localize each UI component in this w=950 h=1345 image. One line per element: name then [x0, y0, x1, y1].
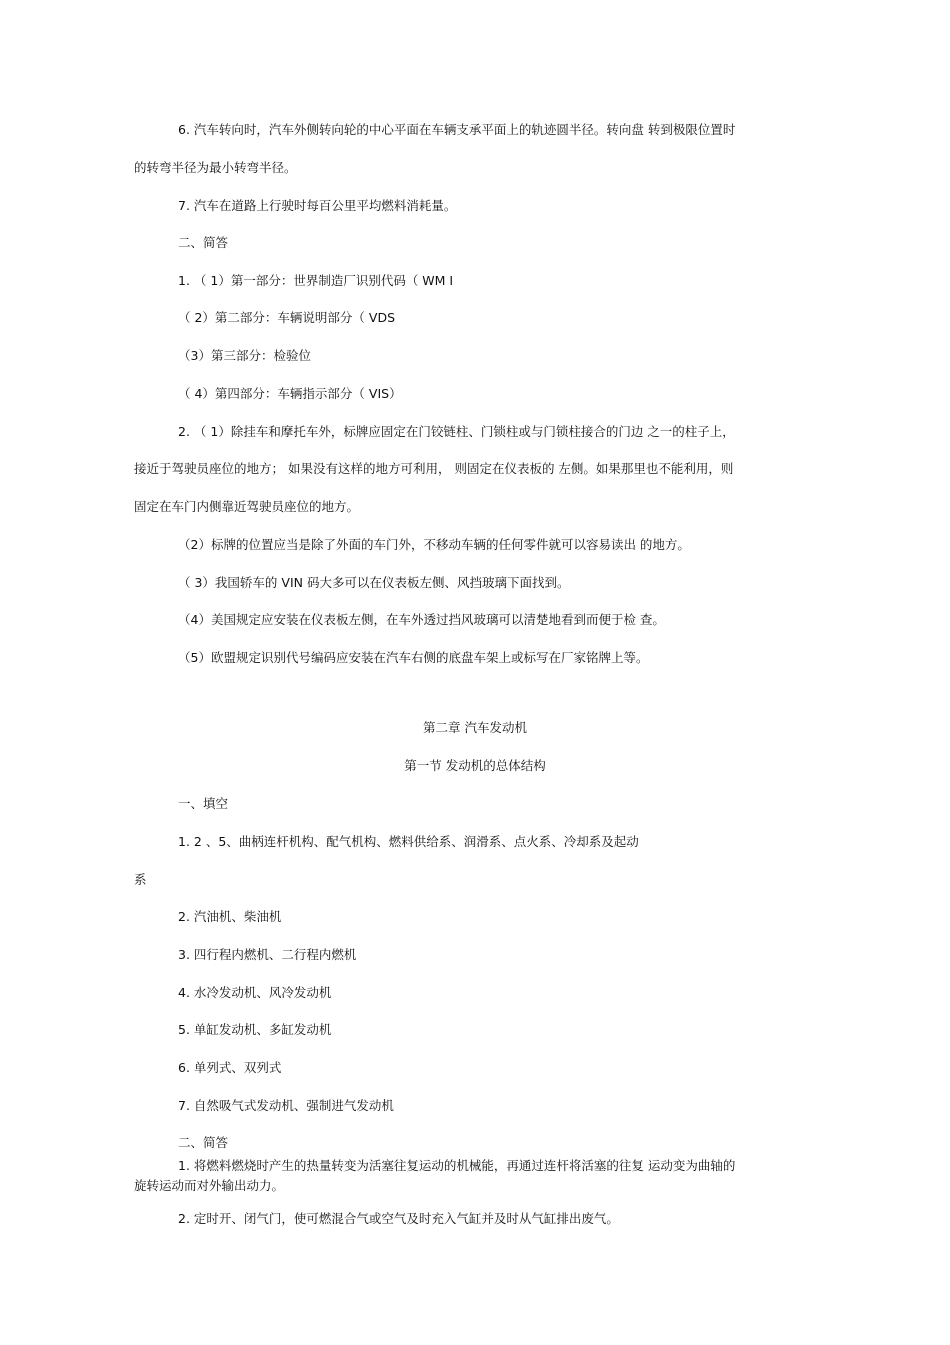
answer-short-1-3: （3）第三部分：检验位 — [178, 348, 311, 363]
ch2-short-1-line2: 旋转运动而对外输出动力。 — [134, 1178, 285, 1193]
answer-short-1-2: （ 2）第二部分：车辆说明部分（ VDS — [178, 310, 396, 325]
ch2-short-1-line1: 1. 将燃料燃烧时产生的热量转变为活塞往复运动的机械能，再通过连杆将活塞的往复 运动变为曲轴的 — [178, 1158, 736, 1173]
ch2-fill-7: 7. 自然吸气式发动机、强制进气发动机 — [178, 1098, 394, 1113]
ch2-fill-1-line1: 1. 2 、5、曲柄连杆机构、配气机构、燃料供给系、润滑系、点火系、冷却系及起动 — [178, 834, 639, 849]
answer-short-2-4: （4）美国规定应安装在仪表板左侧，在车外透过挡风玻璃可以清楚地看到而便于检 查。 — [178, 612, 665, 627]
answer-short-2-3: （ 3）我国轿车的 VIN 码大多可以在仪表板左侧、风挡玻璃下面找到。 — [178, 575, 570, 590]
answer-short-1-4: （ 4）第四部分：车辆指示部分（ VIS） — [178, 386, 402, 401]
answer-fill-6-line1: 6. 汽车转向时，汽车外侧转向轮的中心平面在车辆支承平面上的轨迹圆半径。转向盘 转到极限位置时 — [178, 122, 736, 137]
answer-short-2-2: （2）标牌的位置应当是除了外面的车门外，不移动车辆的任何零件就可以容易读出 的地方。 — [178, 537, 690, 552]
answer-fill-6-line2: 的转弯半径为最小转弯半径。 — [134, 160, 297, 175]
fill-heading: 一、填空 — [178, 796, 229, 811]
ch2-fill-4: 4. 水冷发动机、风冷发动机 — [178, 985, 332, 1000]
ch2-fill-5: 5. 单缸发动机、多缸发动机 — [178, 1022, 332, 1037]
answer-short-2-5: （5）欧盟规定识别代号编码应安装在汽车右侧的底盘车架上或标写在厂家铭牌上等。 — [178, 650, 649, 665]
short-answer-heading: 二、简答 — [178, 235, 229, 250]
ch2-fill-2: 2. 汽油机、柴油机 — [178, 909, 282, 924]
ch2-fill-1-line2: 系 — [134, 872, 147, 887]
answer-short-2-1-line3: 固定在车门内侧靠近驾驶员座位的地方。 — [134, 499, 360, 514]
chapter-title: 第二章 汽车发动机 — [423, 720, 527, 735]
ch2-short-2: 2. 定时开、闭气门，使可燃混合气或空气及时充入气缸并及时从气缸排出废气。 — [178, 1211, 619, 1226]
ch2-short-heading: 二、简答 — [178, 1135, 229, 1150]
answer-fill-7: 7. 汽车在道路上行驶时每百公里平均燃料消耗量。 — [178, 198, 457, 213]
section-title: 第一节 发动机的总体结构 — [404, 758, 546, 773]
ch2-fill-3: 3. 四行程内燃机、二行程内燃机 — [178, 947, 357, 962]
ch2-fill-6: 6. 单列式、双列式 — [178, 1060, 282, 1075]
answer-short-2-1-line2: 接近于驾驶员座位的地方； 如果没有这样的地方可利用， 则固定在仪表板的 左侧。如果那里也不能利用，则 — [134, 461, 734, 476]
answer-short-2-1-line1: 2. （ 1）除挂车和摩托车外，标牌应固定在门铰链柱、门锁柱或与门锁柱接合的门边 之一的柱子上， — [178, 424, 735, 439]
answer-short-1-1: 1. （ 1）第一部分：世界制造厂识别代码（ WM I — [178, 273, 454, 288]
